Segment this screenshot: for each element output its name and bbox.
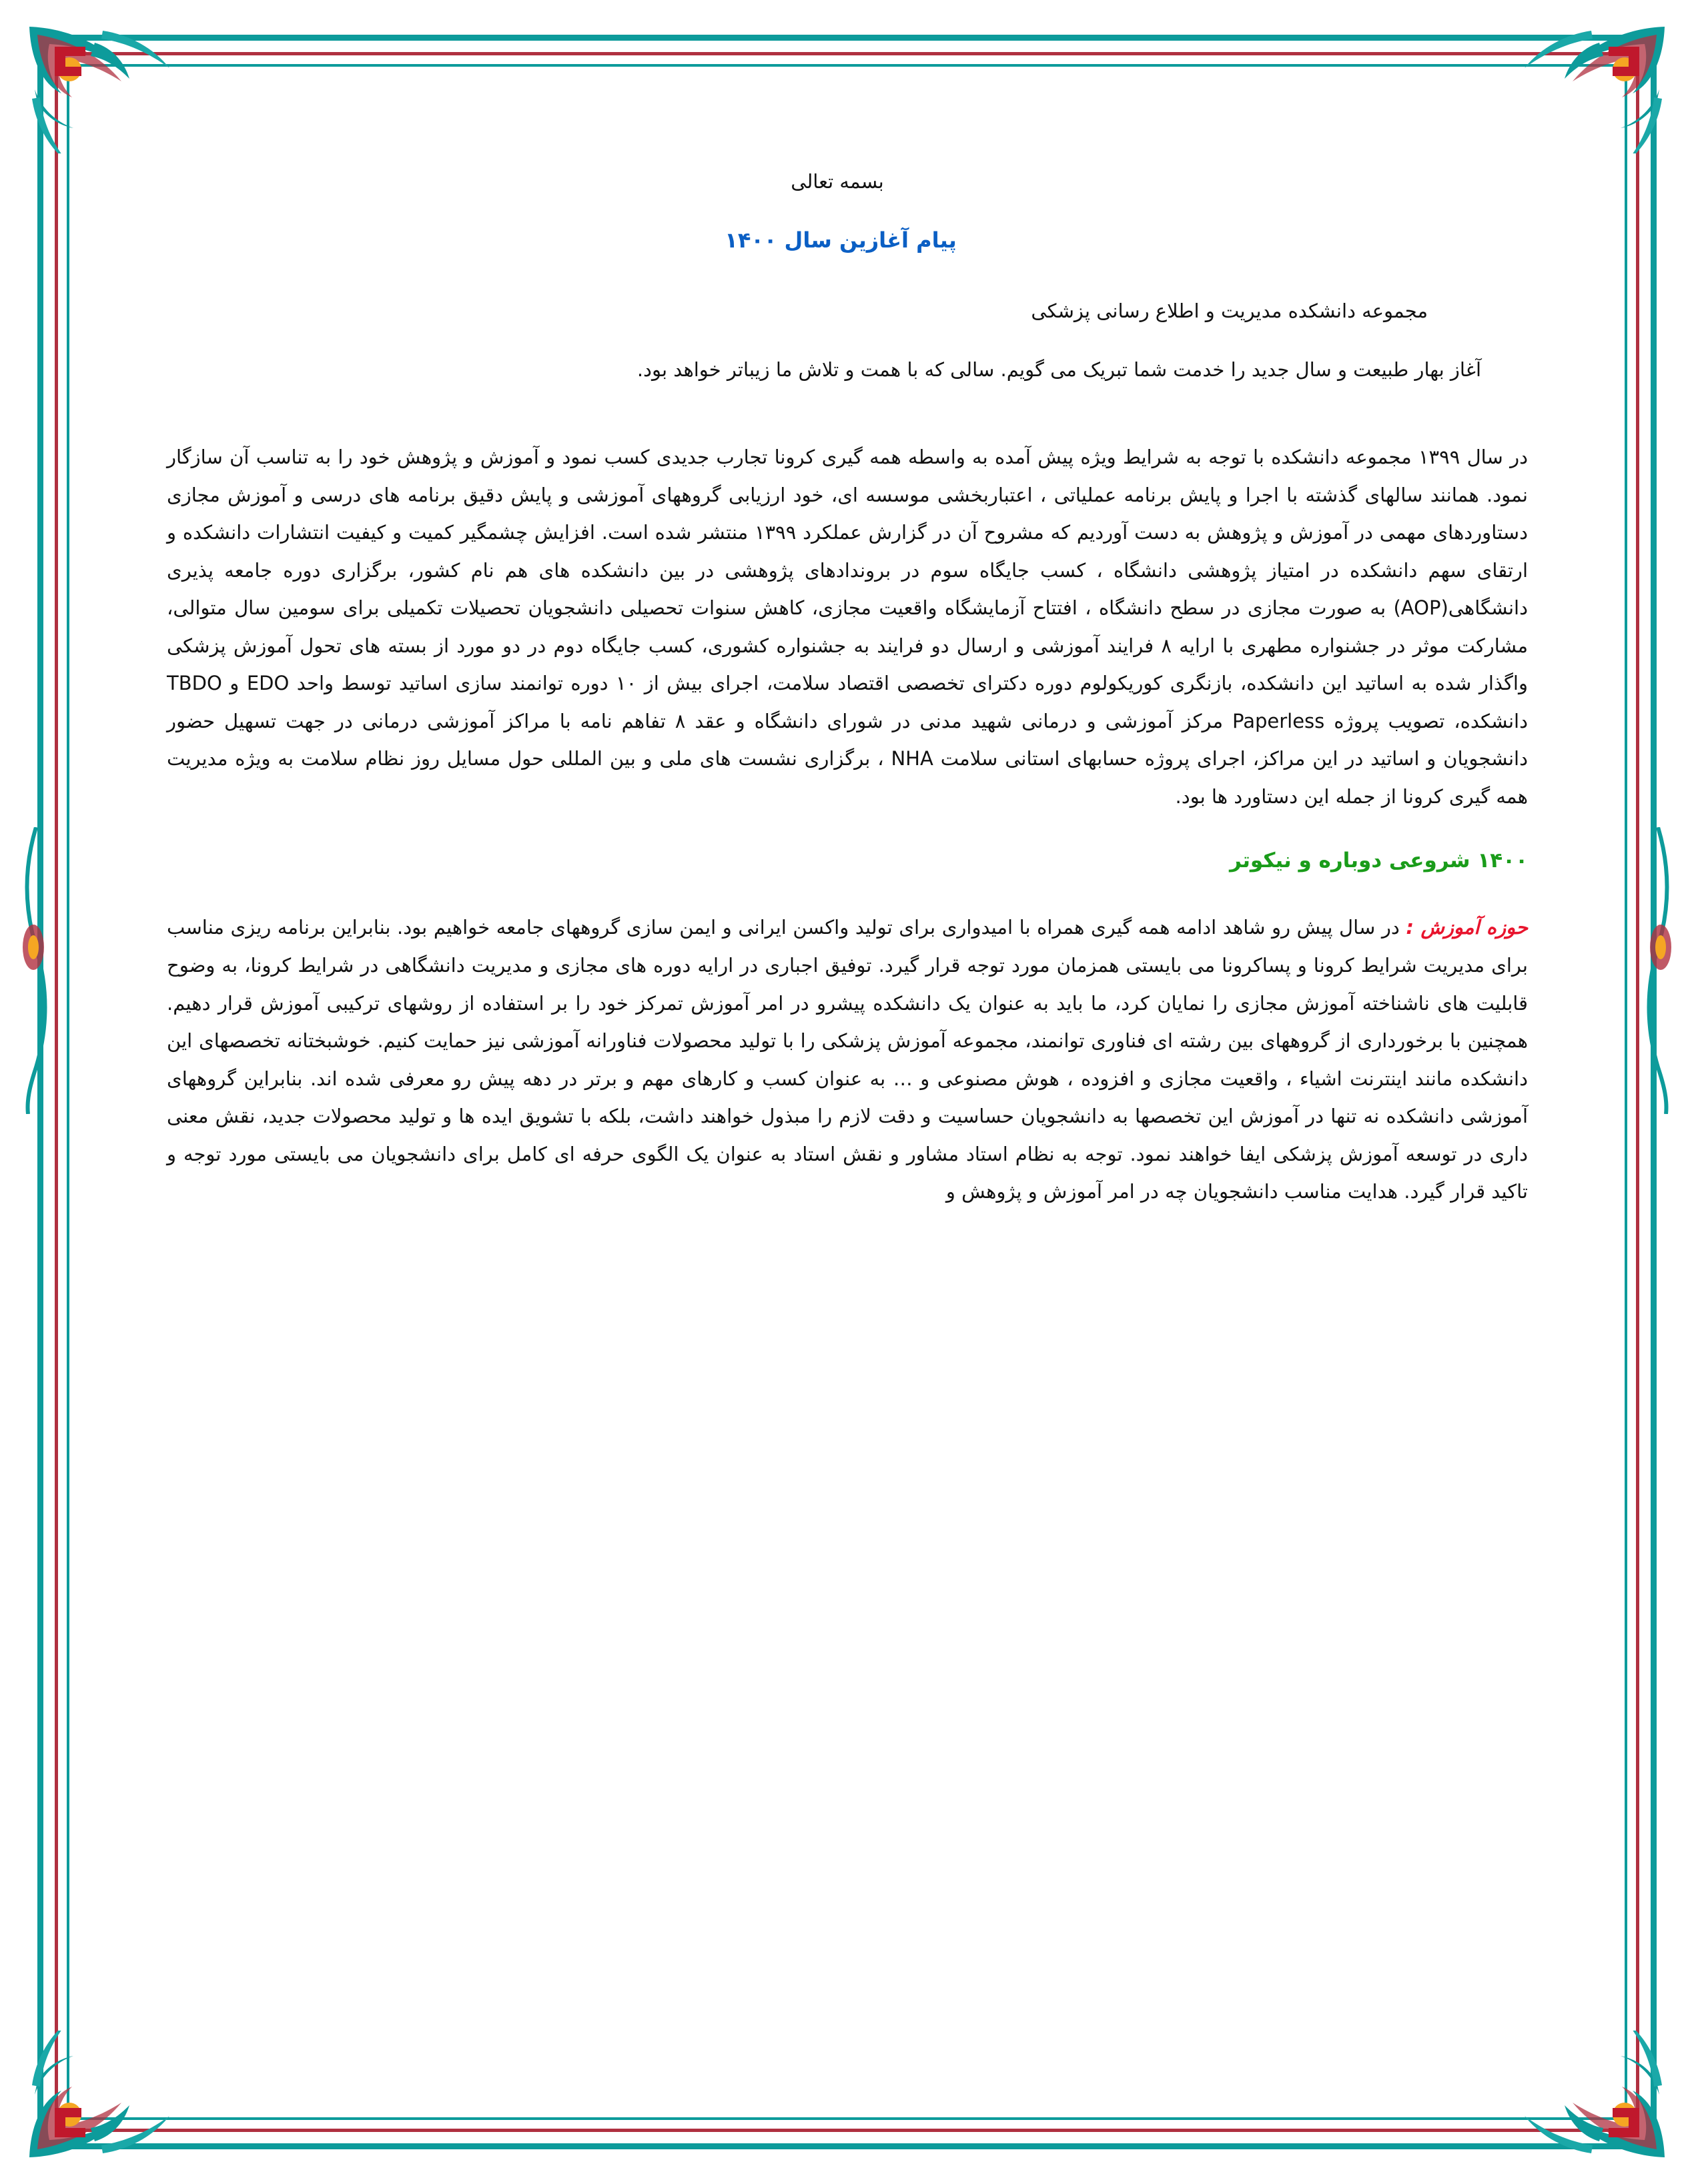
section-label-education: حوزه آموزش :	[1406, 916, 1529, 939]
side-ornament-icon	[1638, 827, 1678, 1114]
salutation-organization: مجموعه دانشکده مدیریت و اطلاع رسانی پزشکی	[1031, 300, 1428, 322]
section-heading-1400: ۱۴۰۰ شروعی دوباره و نیکوتر	[1230, 849, 1528, 873]
corner-ornament-icon	[23, 2031, 176, 2164]
corner-ornament-icon	[1518, 2031, 1671, 2164]
page-title: پیام آغازین سال ۱۴۰۰	[725, 227, 957, 253]
paragraph-education-domain	[167, 909, 1528, 1210]
corner-ornament-icon	[1518, 20, 1671, 153]
paragraph-year-review: در سال ۱۳۹۹ مجموعه دانشکده با توجه به شرایط ویژه پیش آمده به واسطه همه گیری کرونا تجارب جدیدی کسب نمود و آموزش و پژوهش خود را به تناسب آن سازگار نمود. همانند سالهای گذشته با اجرا و پایش برنامه عملیاتی ، اعتباربخشی موسسه ای، خود ارزیابی گروههای آموزشی و پایش دقیق برنامه های درسی و آموزش مجازی دستاوردهای مهمی در آموزش و پژوهش به دست آوردیم که مشروح آن در گزارش عملکرد ۱۳۹۹ منتشر شده است. افزایش چشمگیر کمیت و کیفیت انتشارات دانشکده و ارتقای سهم دانشکده در امتیاز پژوهشی دانشگاه ، کسب جایگاه سوم در بروندادهای پژوهشی در بین دانشکده های هم نام کشور، برگزاری دوره جامعه پذیری دانشگاهی(AOP) به صورت مجازی در سطح دانشگاه ، افتتاح آزمایشگاه واقعیت مجازی، کاهش سنوات تحصیلی دانشجویان تحصیلات تکمیلی برای سومین سال متوالی، مشارکت موثر در جشنواره مطهری با ارایه ۸ فرایند آموزشی و ارسال دو فرایند به جشنواره کشوری، کسب جایگاه دوم در دو مورد از بسته های تحول آموزش پزشکی واگذار شده به اساتید این دانشکده، بازنگری کوریکولوم دوره دکترای تخصصی اقتصاد سلامت، اجرای بیش از ۱۰ دوره توانمند سازی اساتید توسط واحد EDO و TBDO دانشکده، تصویب پروژه Paperless مرکز آموزشی و درمانی شهید مدنی در شورای دانشگاه و عقد ۸ تفاهم نامه با مراکز آموزشی درمانی در جهت تسهیل حضور دانشجویان و اساتید در این مراکز، اجرای پروژه حسابهای استانی سلامت NHA ، برگزاری نشست های ملی و بین المللی حول مسایل روز نظام سلامت به ویژه مدیریت همه گیری کرونا از جمله این دستاورد ها بود.	[167, 446, 1528, 808]
document-body	[167, 170, 1528, 1244]
side-ornament-icon	[16, 827, 56, 1114]
paragraph-education-text: در سال پیش رو شاهد ادامه همه گیری همراه با امیدواری برای تولید واکسن ایرانی و ایمن سازی گروههای جامعه خواهیم بود. بنابراین برنامه ریزی مناسب برای مدیریت شرایط کرونا و پساکرونا می بایستی همزمان مورد توجه قرار گیرد. توفیق اجباری در ارایه دوره های مجازی و مدیریت دانشگاهی در شرایط کرونا، به وضوح قابلیت های ناشناخته آموزش مجازی را نمایان کرد، ما باید به عنوان یک دانشکده پیشرو در امر آموزش تمرکز خود را بر استفاده از روشهای ترکیبی آموزش قرار دهیم. همچنین با برخورداری از گروههای بین رشته ای فناوری توانمند، مجموعه آموزش پزشکی را با تولید محصولات فناورانه آموزشی نیز حمایت کنیم. خوشبختانه تخصصهای این دانشکده مانند اینترنت اشیاء ، واقعیت مجازی و افزوده ، هوش مصنوعی و … به عنوان کسب و کارهای مهم و برتر در دهه پیش رو معرفی شده اند. بنابراین گروههای آموزشی دانشکده نه تنها در آموزش این تخصصها به دانشجویان حساسیت و دقت لازم را مبذول خواهند داشت، بلکه با تشویق ایده ها و تولید محصولات جدید، نقش معنی داری در توسعه آموزش پزشکی ایفا خواهند نمود. توجه به نظام استاد مشاور و نقش استاد به عنوان یک الگوی حرفه ای کامل برای دانشجویان می بایستی مورد توجه و تاکید قرار گیرد. هدایت مناسب دانشجویان چه در امر آموزش و پژوهش و	[167, 916, 1528, 1203]
basmala-line: بسمه تعالی	[791, 170, 884, 193]
salutation-greeting: آغاز بهار طبیعت و سال جدید را خدمت شما تبریک می گویم. سالی که با همت و تلاش ما زیباتر خواهد بود.	[637, 358, 1481, 381]
corner-ornament-icon	[23, 20, 176, 153]
